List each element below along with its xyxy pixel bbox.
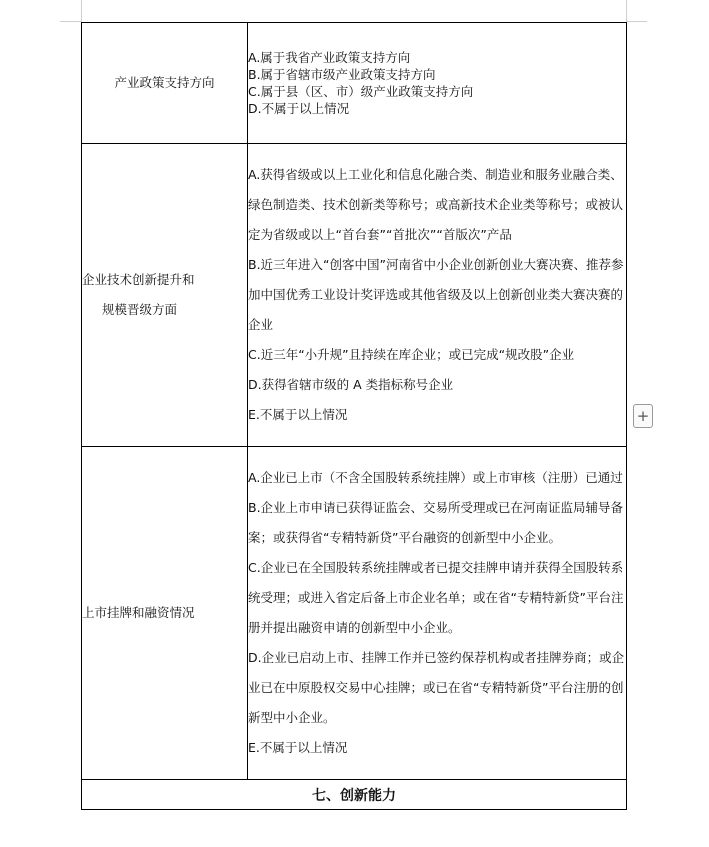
section-heading-cell[interactable] [82, 780, 627, 810]
option-text: E.不属于以上情况 [248, 740, 348, 755]
row-label: 产业政策支持方向 [114, 75, 215, 90]
option-text: C.近三年“小升规”且持续在库企业；或已完成“规改股”企业 [248, 347, 575, 362]
options-cell[interactable] [248, 144, 627, 447]
option-text: B.近三年进入“创客中国”河南省中小企业创新创业大赛决赛、推荐参加中国优秀工业设计奖评选或其他省级及以上创新创业类大赛决赛的企业 [248, 257, 624, 332]
option-text: C.属于县（区、市）级产业政策支持方向 [248, 84, 474, 99]
option-text: B.属于省辖市级产业政策支持方向 [248, 67, 436, 82]
option-text: B.企业上市申请已获得证监会、交易所受理或已在河南证监局辅导备案；或获得省“专精特新贷”平台融资的创新型中小企业。 [248, 500, 624, 545]
option-text: E.不属于以上情况 [248, 407, 348, 422]
option-text: D.不属于以上情况 [248, 101, 350, 116]
row-label-cell[interactable] [82, 144, 248, 447]
page-margin-guide [81, 0, 82, 22]
option-text: A.获得省级或以上工业化和信息化融合类、制造业和服务业融合类、绿色制造类、技术创新类等称号；或高新技术企业类等称号；或被认定为省级或以上“首台套”“首批次”“首版次”产品 [248, 167, 624, 242]
row-label-cell[interactable] [82, 23, 248, 144]
options-cell[interactable] [248, 23, 627, 144]
plus-icon: + [636, 406, 650, 425]
row-label: 企业技术创新提升和 [82, 272, 195, 287]
table-row [82, 144, 627, 447]
options-cell[interactable] [248, 447, 627, 780]
page-margin-guide [627, 21, 647, 22]
option-text: A.企业已上市（不含全国股转系统挂牌）或上市审核（注册）已通过 [248, 470, 623, 485]
table-row [82, 23, 627, 144]
page-margin-guide [60, 21, 82, 22]
option-text: C.企业已在全国股转系统挂牌或者已提交挂牌申请并获得全国股转系统受理；或进入省定后备上市企业名单；或在省“专精特新贷”平台注册并提出融资申请的创新型中小企业。 [248, 560, 624, 635]
table-row [82, 447, 627, 780]
add-row-button[interactable] [633, 404, 653, 428]
evaluation-table [81, 22, 627, 810]
option-text: A.属于我省产业政策支持方向 [248, 50, 411, 65]
option-text: D.企业已启动上市、挂牌工作并已签约保荐机构或者挂牌券商；或企业已在中原股权交易中心挂牌；或已在省“专精特新贷”平台注册的创新型中小企业。 [248, 650, 625, 725]
table-row [82, 780, 627, 810]
row-label: 规模晋级方面 [102, 302, 178, 317]
section-heading: 七、创新能力 [312, 787, 396, 804]
option-text: D.获得省辖市级的 A 类指标称号企业 [248, 377, 454, 392]
row-label-cell[interactable] [82, 447, 248, 780]
row-label: 上市挂牌和融资情况 [82, 605, 195, 620]
page-margin-guide [626, 0, 627, 22]
